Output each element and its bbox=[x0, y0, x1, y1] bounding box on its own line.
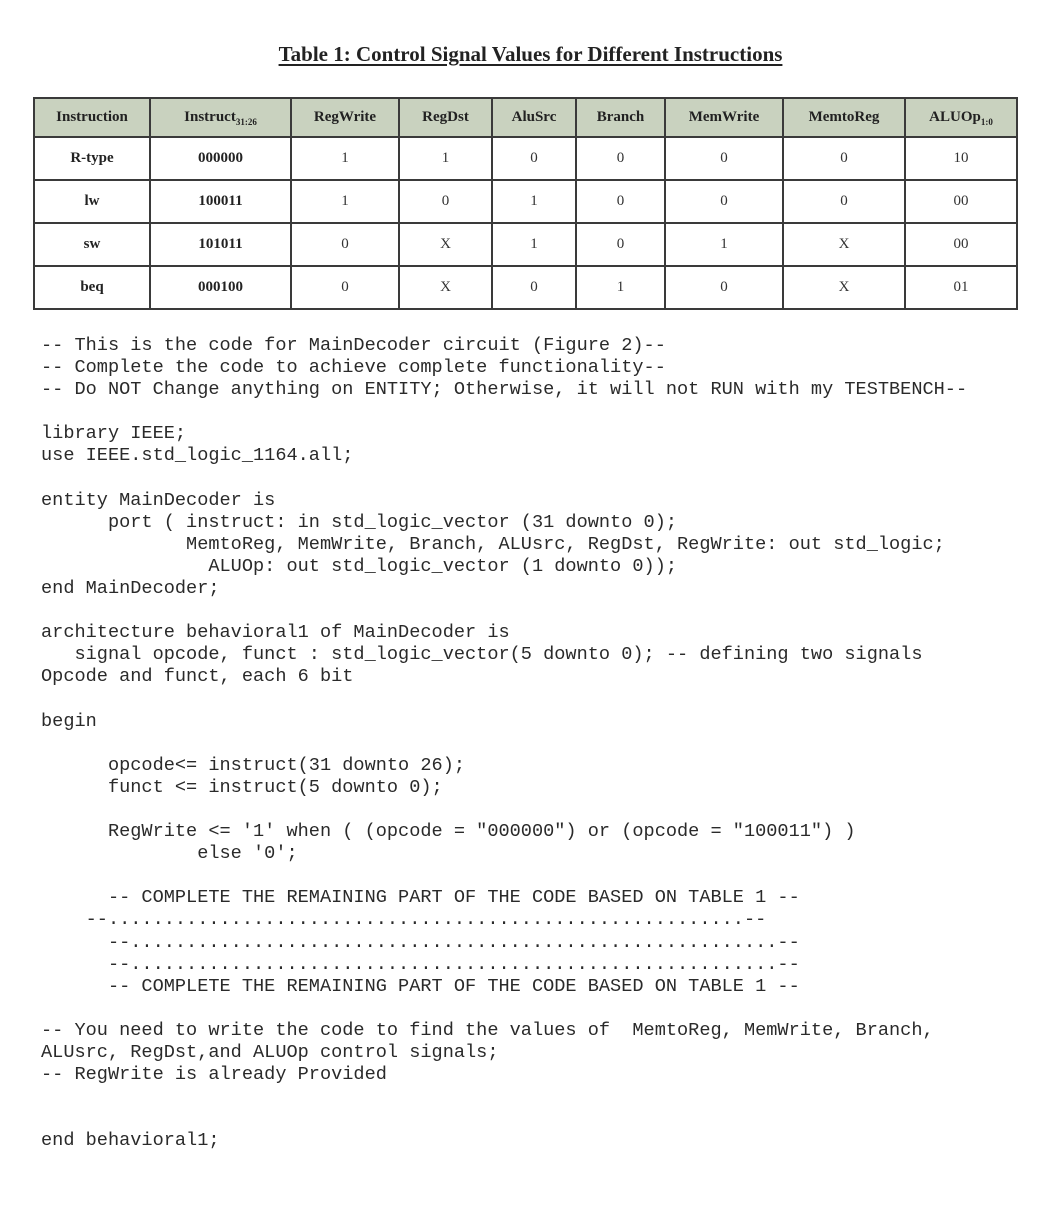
code-line: -- COMPLETE THE REMAINING PART OF THE CODE BASED ON TABLE 1 -- bbox=[41, 975, 800, 997]
code-line: end MainDecoder; bbox=[41, 578, 220, 600]
cell-regdst: 0 bbox=[399, 180, 492, 223]
code-line: -- This is the code for MainDecoder circuit (Figure 2)-- bbox=[41, 335, 666, 356]
cell-memtoreg: 0 bbox=[783, 137, 905, 180]
cell-memwrite: 1 bbox=[665, 223, 783, 266]
code-line: RegWrite <= '1' when ( (opcode = "000000") or (opcode = "100011") ) bbox=[41, 821, 856, 843]
table-title: Table 1: Control Signal Values for Different Instructions bbox=[278, 42, 783, 66]
cell-branch: 0 bbox=[576, 137, 665, 180]
table-row bbox=[34, 266, 1017, 309]
cell-opcode: 101011 bbox=[150, 223, 291, 266]
header-memtoreg: MemtoReg bbox=[783, 98, 905, 137]
cell-instruction: lw bbox=[34, 180, 150, 223]
cell-regdst: X bbox=[399, 266, 492, 309]
code-line: opcode<= instruct(31 downto 26); bbox=[41, 754, 466, 776]
code-line: signal opcode, funct : std_logic_vector(5 downto 0); -- defining two signals bbox=[41, 644, 923, 666]
code-line: MemtoReg, MemWrite, Branch, ALUsrc, RegDst, RegWrite: out std_logic; bbox=[41, 533, 945, 555]
cell-branch: 0 bbox=[576, 180, 665, 223]
code-line: -- You need to write the code to find the values of MemtoReg, MemWrite, Branch, bbox=[41, 1019, 934, 1041]
header-alusrc: AluSrc bbox=[492, 98, 576, 137]
cell-memwrite: 0 bbox=[665, 137, 783, 180]
cell-alusrc: 1 bbox=[492, 223, 576, 266]
cell-memtoreg: 0 bbox=[783, 180, 905, 223]
table-row bbox=[34, 180, 1017, 223]
header-instruct-bits: Instruct$_{31:26}$ bbox=[150, 98, 291, 137]
code-line: --..........................................................-- bbox=[41, 931, 800, 953]
code-line: port ( instruct: in std_logic_vector (31 downto 0); bbox=[41, 511, 678, 533]
code-line: else '0'; bbox=[41, 843, 298, 865]
cell-branch: 1 bbox=[576, 266, 665, 309]
cell-aluop: 01 bbox=[905, 266, 1017, 309]
header-instruction: Instruction bbox=[34, 98, 150, 137]
cell-branch: 0 bbox=[576, 223, 665, 266]
code-line: begin bbox=[41, 710, 97, 732]
cell-instruction: beq bbox=[34, 266, 150, 309]
header-branch: Branch bbox=[576, 98, 665, 137]
cell-alusrc: 0 bbox=[492, 137, 576, 180]
code-line: -- COMPLETE THE REMAINING PART OF THE CODE BASED ON TABLE 1 -- bbox=[41, 887, 800, 909]
cell-aluop: 00 bbox=[905, 180, 1017, 223]
code-line: ALUOp: out std_logic_vector (1 downto 0)); bbox=[41, 555, 678, 577]
cell-regwrite: 1 bbox=[291, 180, 399, 223]
cell-memwrite: 0 bbox=[665, 180, 783, 223]
code-line: end behavioral1; bbox=[41, 1130, 220, 1152]
code-line: library IEEE; bbox=[41, 423, 187, 445]
code-line: architecture behavioral1 of MainDecoder is bbox=[41, 622, 510, 644]
table-row bbox=[34, 223, 1017, 266]
header-regdst: RegDst bbox=[399, 98, 492, 137]
cell-memwrite: 0 bbox=[665, 266, 783, 309]
code-line: --.........................................................-- bbox=[41, 909, 767, 931]
cell-regdst: X bbox=[399, 223, 492, 266]
cell-regwrite: 0 bbox=[291, 266, 399, 309]
cell-memtoreg: X bbox=[783, 223, 905, 266]
cell-alusrc: 1 bbox=[492, 180, 576, 223]
code-line: -- RegWrite is already Provided bbox=[41, 1064, 387, 1086]
cell-opcode: 000100 bbox=[150, 266, 291, 309]
cell-opcode: 100011 bbox=[150, 180, 291, 223]
cell-regwrite: 1 bbox=[291, 137, 399, 180]
header-aluop: ALUOp$_{1:0}$ bbox=[905, 98, 1017, 137]
code-line: funct <= instruct(5 downto 0); bbox=[41, 776, 443, 798]
code-line: -- Complete the code to achieve complete functionality-- bbox=[41, 357, 666, 379]
code-line: -- Do NOT Change anything on ENTITY; Otherwise, it will not RUN with my TESTBENCH-- bbox=[41, 379, 968, 401]
table-header-row bbox=[34, 98, 1017, 137]
table-row bbox=[34, 137, 1017, 180]
code-line: --..........................................................-- bbox=[41, 953, 800, 975]
cell-aluop: 10 bbox=[905, 137, 1017, 180]
code-line: Opcode and funct, each 6 bit bbox=[41, 666, 354, 688]
cell-instruction: sw bbox=[34, 223, 150, 266]
cell-aluop: 00 bbox=[905, 223, 1017, 266]
code-line: use IEEE.std_logic_1164.all; bbox=[41, 445, 354, 467]
vhdl-code-block bbox=[41, 335, 967, 1152]
cell-opcode: 000000 bbox=[150, 137, 291, 180]
control-signal-table bbox=[33, 97, 1018, 310]
header-regwrite: RegWrite bbox=[291, 98, 399, 137]
cell-regwrite: 0 bbox=[291, 223, 399, 266]
cell-regdst: 1 bbox=[399, 137, 492, 180]
cell-memtoreg: X bbox=[783, 266, 905, 309]
cell-instruction: R-type bbox=[34, 137, 150, 180]
code-line: entity MainDecoder is bbox=[41, 489, 276, 511]
code-line: ALUsrc, RegDst,and ALUOp control signals; bbox=[41, 1042, 499, 1063]
header-memwrite: MemWrite bbox=[665, 98, 783, 137]
cell-alusrc: 0 bbox=[492, 266, 576, 309]
